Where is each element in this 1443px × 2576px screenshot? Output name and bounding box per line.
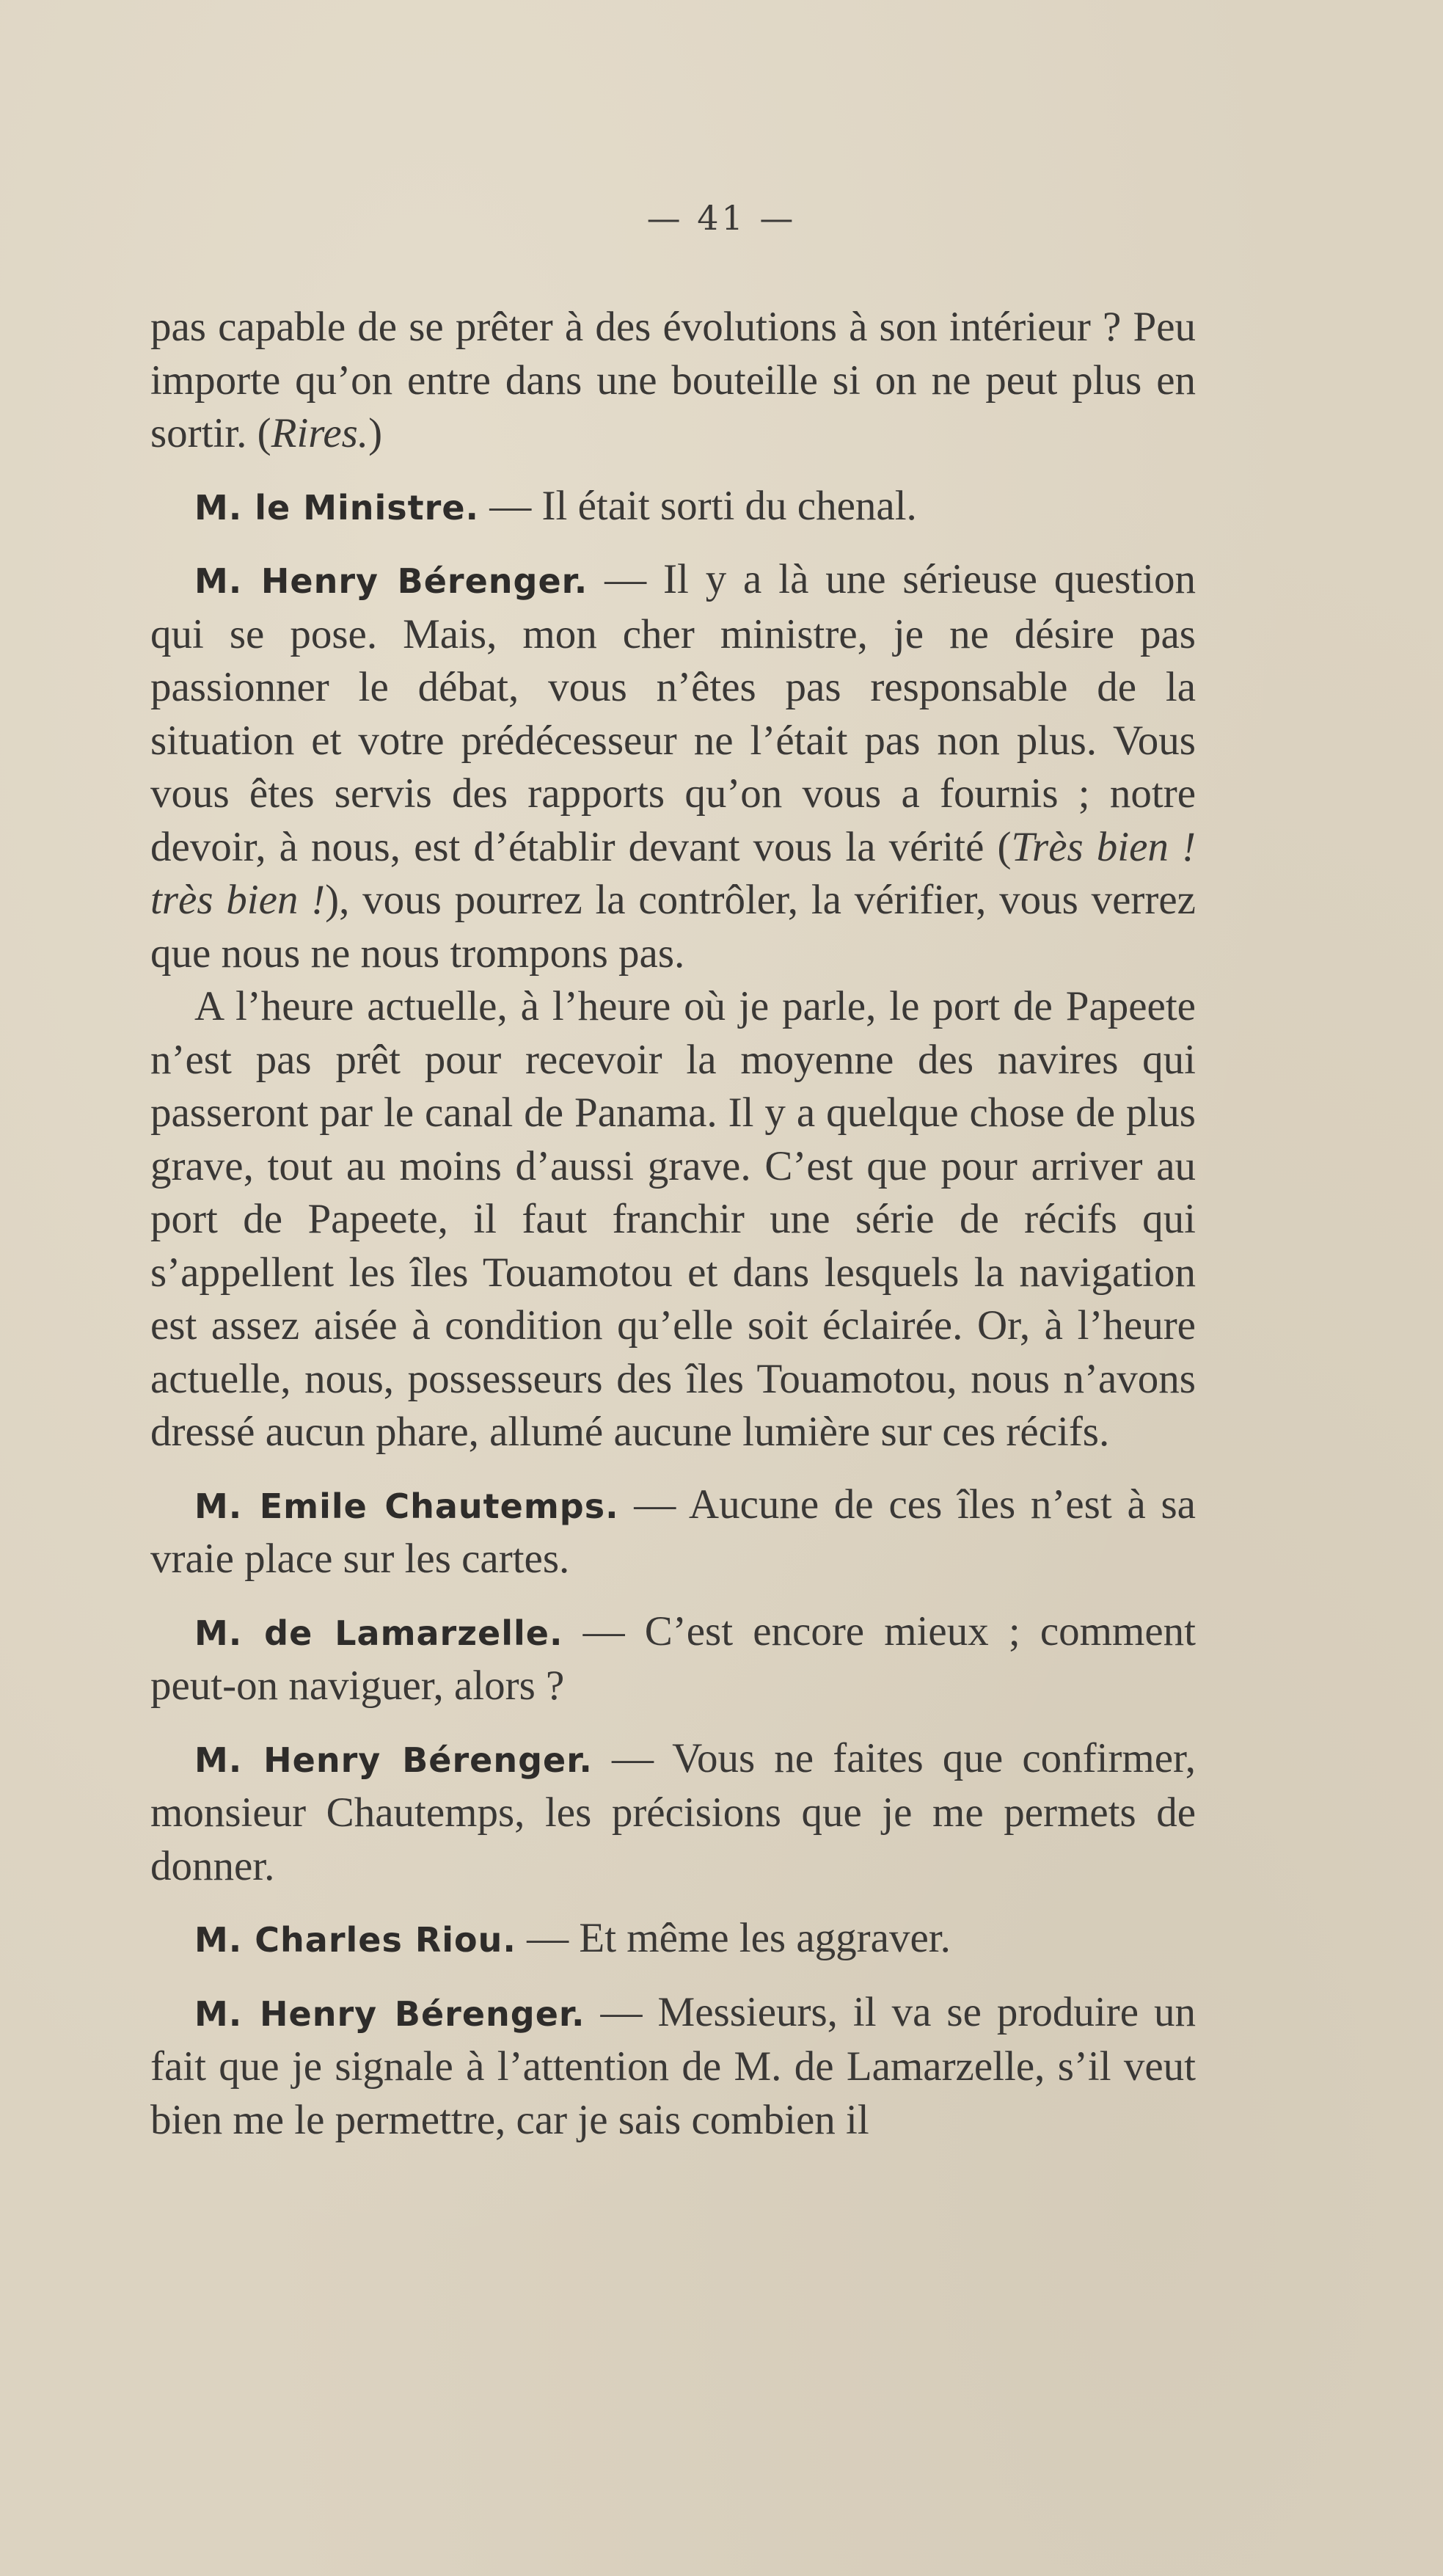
- page-number: — 41 —: [646, 198, 797, 238]
- paragraph: [150, 1986, 1196, 2148]
- paragraph-text: pas capable de se prêter à des évolutions à son intérieur ? Peu importe qu’on entre dans une bouteille si on ne peut plus en sortir. (: [150, 304, 1196, 456]
- stage-direction: Rires.: [271, 410, 369, 456]
- paragraph: [150, 980, 1196, 1459]
- speaker-name: M. Henry Bérenger.: [194, 1993, 585, 2034]
- paragraph-text: — Et même les aggraver.: [516, 1915, 951, 1961]
- speaker-name: M. Henry Bérenger.: [194, 561, 588, 601]
- body-text: [150, 301, 1196, 2166]
- paragraph: [150, 301, 1196, 461]
- paragraph-text: — Il était sorti du chenal.: [479, 482, 917, 529]
- paragraph-text: — Aucune de ces îles n’est à sa vraie place sur les cartes.: [150, 1481, 1196, 1582]
- paragraph-text: A l’heure actuelle, à l’heure où je parle, le port de Papeete n’est pas prêt pour recevoir la moyenne des navires qui passeront par le canal de Panama. Il y a quelque chose de plus grave, tout au moins d’aussi grave. C’est que pour arriver au port de Papeete, il faut franchir une série de récifs qui s’appellent les îles Touamotou et dans lesquels la navigation est assez aisée à condition qu’elle soit éclairée. Or, à l’heure actuelle, nous, possesseurs des îles Touamotou, nous n’avons dressé aucun phare, allumé aucune lumière sur ces récifs.: [150, 983, 1196, 1455]
- stage-direction: Très bien ! très bien !: [150, 823, 1196, 923]
- paragraph-text-end: ), vous pourrez la contrôler, la vérifier, vous verrez que nous ne nous trompons pas.: [150, 877, 1196, 977]
- paragraph: [150, 1478, 1196, 1586]
- paragraph-text-end: ): [368, 410, 383, 456]
- paragraph: [150, 1912, 1196, 1967]
- paragraph: [150, 553, 1196, 980]
- paragraph: [150, 1732, 1196, 1894]
- speaker-name: M. le Ministre.: [194, 487, 480, 528]
- paragraph-text: — Messieurs, il va se produire un fait que je signale à l’attention de M. de Lamarzelle, s’il veut bien me le permettre, car je sais combien il: [150, 1988, 1197, 2143]
- paragraph: [150, 480, 1196, 535]
- paragraph-text: — C’est encore mieux ; comment peut-on naviguer, alors ?: [150, 1608, 1196, 1709]
- speaker-name: M. de Lamarzelle.: [194, 1613, 563, 1653]
- speaker-name: M. Henry Bérenger.: [194, 1740, 593, 1780]
- paragraph-text: — Il y a là une sérieuse question qui se pose. Mais, mon cher ministre, je ne désire pas passionner le débat, vous n’êtes pas responsable de la situation et votre prédécesseur ne l’était pas non plus. Vous vous êtes servis des rapports qu’on vous a fournis ; notre devoir, à nous, est d’établir devant vous la vérité (: [150, 556, 1197, 870]
- speaker-name: M. Charles Riou.: [194, 1920, 516, 1960]
- speaker-name: M. Emile Chautemps.: [194, 1486, 619, 1526]
- paragraph-text: — Vous ne faites que confirmer, monsieur Chautemps, les précisions que je me permets de donner.: [150, 1734, 1197, 1889]
- paragraph: [150, 1605, 1196, 1713]
